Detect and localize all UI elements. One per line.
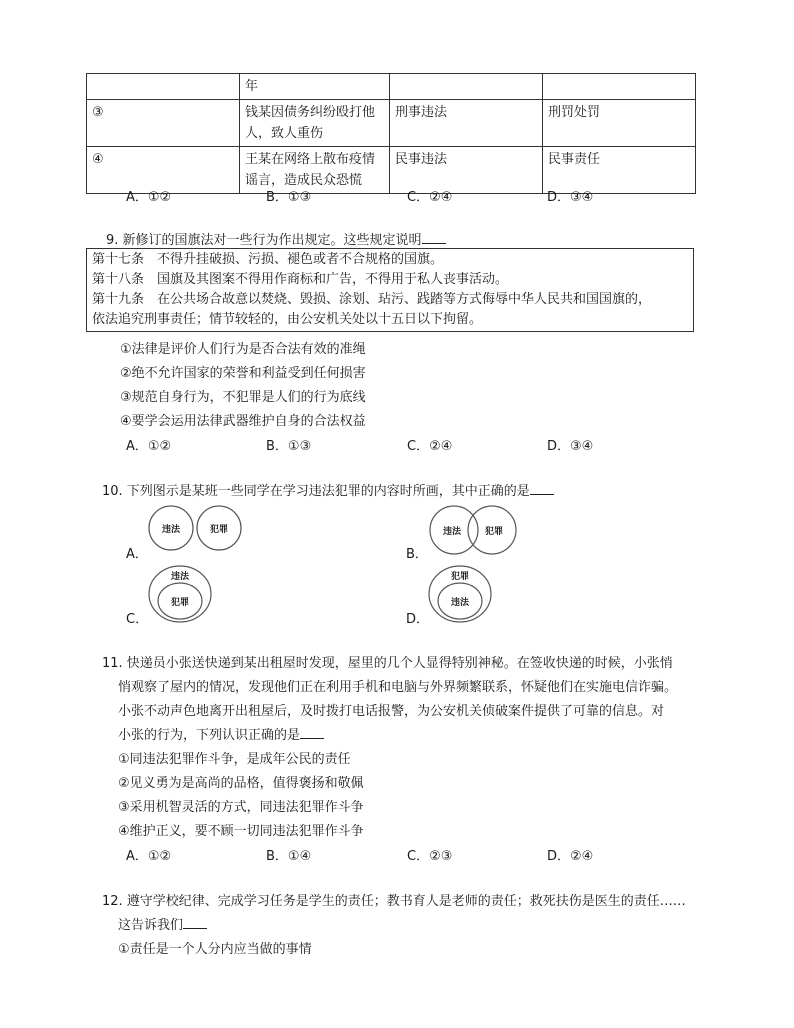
table-cell: 民事责任 [543,147,696,194]
table-cell: 民事违法 [390,147,543,194]
q11-item: ①同违法犯罪作斗争，是成年公民的责任 [118,752,351,767]
table-cell: 刑罚处罚 [543,100,696,147]
label-fanzui: 犯罪 [170,598,190,608]
q11-stem-line: 悄观察了屋内的情况，发现他们正在利用手机和电脑与外界频繁联系，怀疑他们在实施电信诈骗。 [118,680,678,695]
q11-stem-line: 小张不动声色地离开出租屋后，及时拨打电话报警，为公安机关侦破案件提供了可靠的信息。对 [118,704,665,719]
label-fanzui: 犯罪 [209,525,229,535]
table-row [87,100,696,147]
table-cell: 刑事违法 [390,100,543,147]
q11-item: ③采用机智灵活的方式，同违法犯罪作斗争 [118,800,364,815]
q9-option-d[interactable]: D．③④ [547,439,594,454]
table-cell [240,147,390,194]
table-cell [240,100,390,147]
label-fanzui: 犯罪 [484,527,504,537]
q11-item: ④维护正义，要不顾一切同违法犯罪作斗争 [118,824,364,839]
law-article-19: 第十九条 在公共场合故意以焚烧、毁损、涂划、玷污、践踏等方式侮辱中华人民共和国国旗的， [92,292,652,307]
cell-line: 谣言，造成民众恐慌 [245,173,363,188]
q8-option-d[interactable]: D．③④ [547,190,594,205]
q12-item: ①责任是一个人分内应当做的事情 [118,942,312,957]
q11-option-d[interactable]: D．②④ [547,849,594,864]
q8-table [86,73,696,194]
table-row [87,147,696,194]
q10-stem [102,480,554,499]
q11-option-c[interactable]: C．②③ [407,849,453,864]
label-weifa: 违法 [442,527,462,537]
venn-diagram-d[interactable] [426,564,494,624]
q10-option-a[interactable]: A． [126,547,148,562]
q9-item: ③规范自身行为，不犯罪是人们的行为底线 [120,390,366,405]
label-weifa: 违法 [170,572,190,582]
q9-item: ④要学会运用法律武器维护自身的合法权益 [120,414,366,429]
answer-blank [300,726,324,739]
q10-stem-text: 10. 下列图示是某班一些同学在学习违法犯罪的内容时所画，其中正确的是 [102,484,530,499]
q8-option-c[interactable]: C．②④ [407,190,453,205]
table-cell: ④ [87,147,240,194]
q10-option-c[interactable]: C． [126,612,149,627]
law-article-17: 第十七条 不得升挂破损、污损、褪色或者不合规格的国旗。 [92,252,444,267]
q10-option-b[interactable]: B． [406,547,428,562]
table-row [87,74,696,100]
table-cell [87,74,240,100]
table-cell: ③ [87,100,240,147]
q9-law-box [86,248,694,332]
q8-option-a[interactable]: A．①② [126,190,172,205]
q12-stem-line: 12. 遵守学校纪律、完成学习任务是学生的责任；教书育人是老师的责任；救死扶伤是医生的责任…… [102,894,686,909]
q11-option-a[interactable]: A．①② [126,849,172,864]
q12-stem-text: 这告诉我们 [118,918,184,933]
law-article-18: 第十八条 国旗及其图案不得用作商标和广告，不得用于私人丧事活动。 [92,272,509,287]
q9-stem [106,229,446,248]
answer-blank [422,231,446,244]
q11-stem-text: 小张的行为，下列认识正确的是 [118,728,301,743]
q12-stem-line-last [118,914,207,933]
q9-option-b[interactable]: B．①③ [266,439,312,454]
q11-option-b[interactable]: B．①④ [266,849,312,864]
venn-diagram-a[interactable] [148,502,248,554]
label-weifa: 违法 [450,598,470,608]
table-cell [390,74,543,100]
answer-blank [530,482,554,495]
label-weifa: 违法 [161,525,181,535]
q9-stem-text: 9. 新修订的国旗法对一些行为作出规定。这些规定说明 [106,233,422,248]
cell-line: 钱某因债务纠纷殴打他 [245,105,376,120]
q9-item: ②绝不允许国家的荣誉和利益受到任何损害 [120,366,366,381]
cell-line: 王某在网络上散布疫情 [245,152,376,167]
q11-item: ②见义勇为是高尚的品格，值得褒扬和敬佩 [118,776,364,791]
venn-diagram-b[interactable] [428,502,528,556]
q8-option-b[interactable]: B．①③ [266,190,312,205]
q9-option-a[interactable]: A．①② [126,439,172,454]
table-cell [543,74,696,100]
q11-stem-line-last [118,724,324,743]
q11-stem-line: 11. 快递员小张送快递到某出租屋时发现，屋里的几个人显得特别神秘。在签收快递的时候，小张悄 [102,656,673,671]
venn-diagram-c[interactable] [146,564,214,624]
answer-blank [183,916,207,929]
q9-option-c[interactable]: C．②④ [407,439,453,454]
q9-item: ①法律是评价人们行为是否合法有效的准绳 [120,342,366,357]
law-article-19-cont: 依法追究刑事责任；情节较轻的，由公安机关处以十五日以下拘留。 [92,312,483,327]
q10-option-d[interactable]: D． [406,612,430,627]
label-fanzui: 犯罪 [450,572,470,582]
table-cell: 年 [240,74,390,100]
cell-line: 人，致人重伤 [245,126,324,141]
